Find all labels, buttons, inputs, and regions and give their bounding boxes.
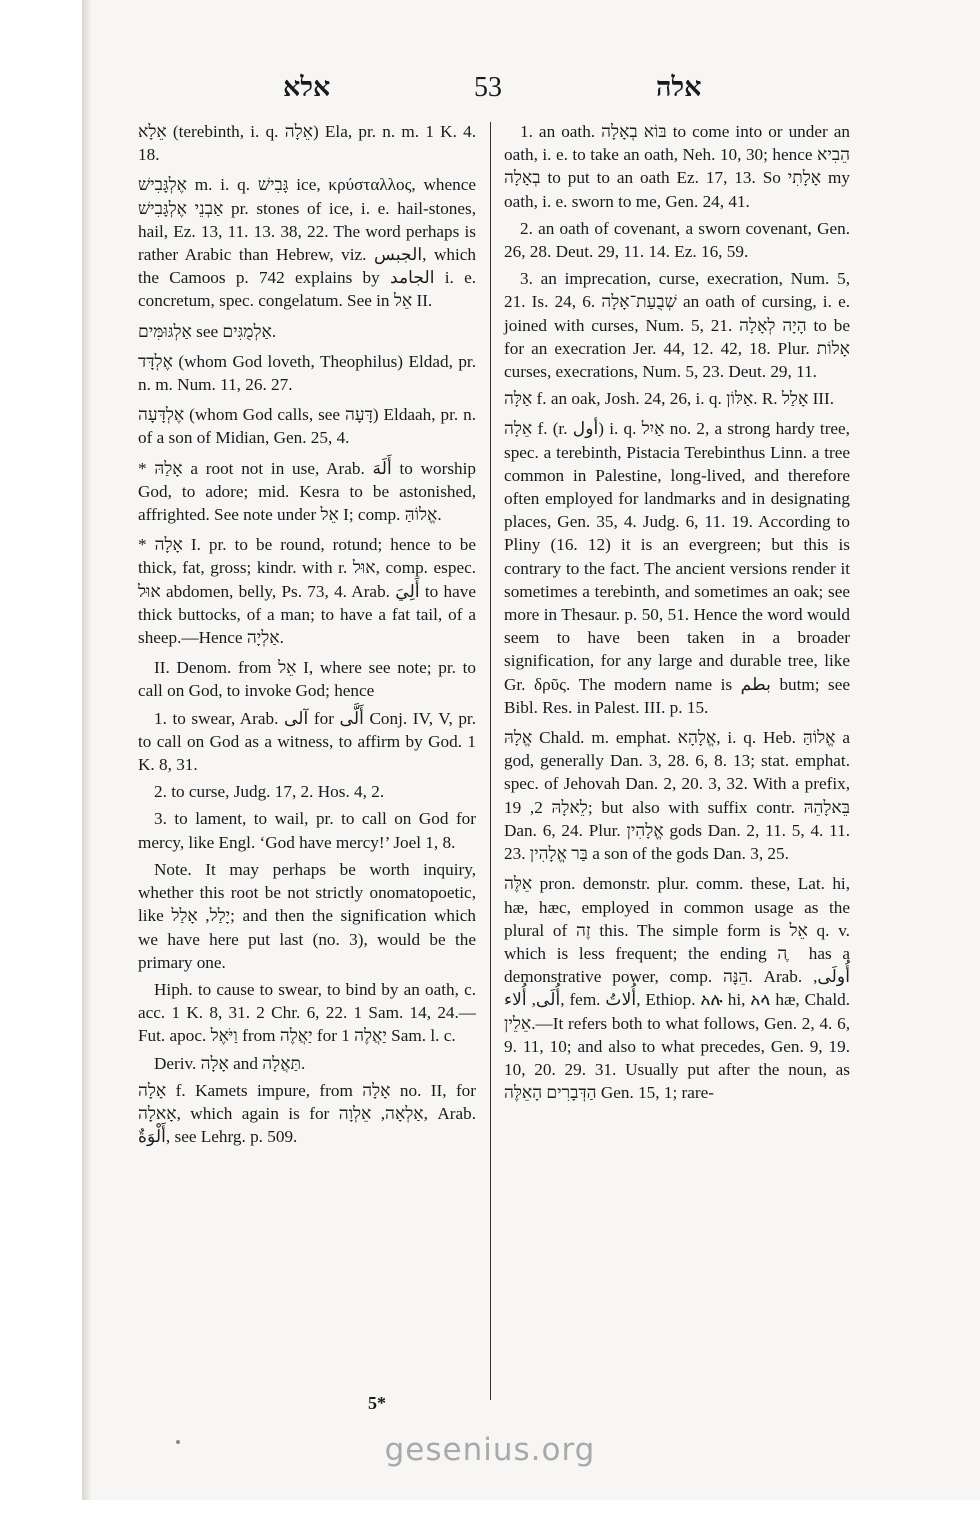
- entry-eldad: אֶלְדָּד (whom God loveth, Theophilus) Eldad, pr. n. m. Num. 11, 26. 27.: [138, 351, 476, 395]
- sense-curse: 2. to curse, Judg. 17, 2. Hos. 4, 2.: [154, 782, 385, 802]
- page-number: 53: [474, 72, 502, 103]
- derivatives: Deriv. אָלָה and תַּאֲלָה.: [154, 1053, 306, 1073]
- column-divider: [490, 122, 491, 1400]
- entry-alah-noun: אָלָה f. Kamets impure, from אָלָה no. II, for אָאלָה, which again is for אַלְאָה, אֵלְוָה, Arab. أَلْوَةٌ, see Lehrg. p. 509.: [138, 1080, 476, 1147]
- entry-alah-1: * אָלָה I. pr. to be round, rotund; hence to be thick, fat, gross; kindr. with r. אוּל, comp. espec. אוּל abdomen, belly, Ps. 73, 4. Arab. أَلِيَ to have thick buttocks, of a man; to have a fat tail, of a sheep.—Hence אַלְיָה.: [138, 535, 476, 648]
- running-head-right: אלה: [656, 72, 702, 102]
- sense-swear: 1. to swear, Arab. آلى for أَلَّى Conj. IV, V, pr. to call on God as a witness, to affirm by God. 1 K. 8, 31.: [138, 708, 477, 775]
- hiphil-paragraph: Hiph. to cause to swear, to bind by an oath, c. acc. 1 K. 8, 31. 2 Chr. 6, 22. 1 Sam. 14, 24.—Fut. apoc. וַיֹּאֶל from יַאֲלֶה for יַאֲלֶה 1 Sam. l. c.: [138, 979, 476, 1046]
- gutter-shadow: [82, 0, 92, 1500]
- entry-alah-root: * אָלַהּ a root not in use, Arab. أَلَهَ to worship God, to adore; mid. Kesra to be astonished, affrighted. See note under אֵל I; comp. אֱלוֹהַּ.: [138, 458, 477, 525]
- sense-covenant: 2. an oath of covenant, a sworn covenant, Gen. 26, 28. Deut. 29, 11. 14. Ez. 16, 59.: [504, 218, 850, 262]
- left-column: [138, 120, 476, 1155]
- entry-alah-2: II. Denom. from אֵל I, where see note; pr. to call on God, to invoke God; hence: [138, 658, 476, 701]
- entry-elgabish: אֶלְגָּבִישׁ m. i. q. גָּבִישׁ ice, κρύσταλλος, whence אַבְנֵי אֶלְגָּבִישׁ pr. stones of ice, i. e. hail-stones, hail, Ez. 13, 11. 13. 38, 22. The word perhaps is rather Arabic than Hebrew, viz. الجبس, which the Camoos p. 742 explains by الجامد i. e. concretum, spec. congelatum. See in אֵל II.: [138, 175, 476, 311]
- entry-eldaah: אֶלְדָּעָה (whom God calls, see דָּעָה) Eldaah, pr. n. of a son of Midian, Gen. 25, 4.: [138, 405, 476, 448]
- entry-elleh-pronoun: אֵלֶּה pron. demonstr. plur. comm. these, Lat. hi, hæ, hæc, employed in common usage as the plural of זֶה this. The simple form is אֵל q. v. which is less frequent; the ending ה ֶ has a demonstrative power, comp. הֵנָּה. Arab. أُولَى, أُلَى, أُلاء, fem. أُلاتُ, Ethiop. አሉ hi, አላ hæ, Chald. אֵלֵין.—It refers both to what follows, Gen. 2, 4. 6, 9. 11, 10; and also to what precedes, Gen. 9, 19. 10, 20. 29. 31. Usually put after the noun, as הַדְּבָרִים הָאֵלֶּה Gen. 15, 1; rare-: [504, 874, 851, 1103]
- note-onomatopoetic: Note. It may perhaps be worth inquiry, whether this root be not strictly onomatopoetic, like יָלַל, אָלַל; and then the signification which we have here put last (no. 3), would be the primary one.: [138, 859, 476, 972]
- watermark: gesenius.org: [384, 1432, 596, 1468]
- entry-ela: אֵלָא (terebinth, i. q. אֵלָה) Ela, pr. n. m. 1 K. 4. 18.: [138, 122, 476, 165]
- running-head-left: אלא: [283, 72, 331, 102]
- sense-imprecation: 3. an imprecation, curse, execration, Num. 5, 21. Is. 24, 6. שְׁבֻעַת־אָלָה an oath of cursing, i. e. joined with curses, Num. 5, 21. הָיָה לְאָלָה to be for an execration Jer. 44, 12. 42, 18. Plur. אָלוֹת curses, execrations, Num. 5, 23. Deut. 29, 11.: [504, 269, 850, 382]
- signature-mark: 5*: [368, 1393, 386, 1413]
- entry-allah-oak: אַלָּה f. an oak, Josh. 24, 26, i. q. אַלּוֹן. R. אָלַל III.: [504, 389, 835, 409]
- entry-elah-terebinth: אֵלָה f. (r. أول) i. q. אַיִל no. 2, a strong hardy tree, spec. a terebinth, Pistacia Terebinthus Linn. a tree common in Palestine, long-lived, and therefore often employed for landmarks and in designating places, Gen. 35, 4. Judg. 6, 11. 19. According to Pliny (16. 12) it is an evergreen; but this is contrary to the fact. The ancient versions render it sometimes a terebinth, and sometimes an oak; see more in Thesaur. p. 50, 51. Hence the word would seem to have been taken in a broader signification, for any large and durable tree, like Gr. δρῦς. The modern name is بطم butm; see Bibl. Res. in Palest. III. p. 15.: [504, 419, 850, 717]
- sense-lament: 3. to lament, to wail, pr. to call on God for mercy, like Engl. ‘God have mercy!’ Joel 1, 8.: [138, 809, 476, 852]
- entry-algummim: אַלְגּוּמִּים see אַלְמֻגִּים.: [138, 321, 277, 341]
- entry-elah-chaldee: אֱלָהּ Chald. m. emphat. אֱלָהָא, i. q. Heb. אֱלוֹהַּ a god, generally Dan. 3, 28. 6, 8. 13; stat. emphat. spec. of Jehovah Dan. 2, 20. 3, 32. With a prefix, לֵאלָהּ 2, 19; but also with suffix contr. בֵּאלָהֵהּ Dan. 6, 24. Plur. אֱלָהִין gods Dan. 2, 11. 5, 4. 11. 23. בַּר אֱלָהִין a son of the gods Dan. 3, 25.: [504, 728, 851, 864]
- sense-oath: 1. an oath. בּוֹא בְאָלָה to come into or under an oath, i. e. to take an oath, Neh. 10, 30; hence הֵבִיא בְאָלָה to put to an oath Ez. 17, 13. So אָלָתִי my oath, i. e. sworn to me, Gen. 24, 41.: [504, 122, 851, 211]
- right-column: [504, 120, 850, 1111]
